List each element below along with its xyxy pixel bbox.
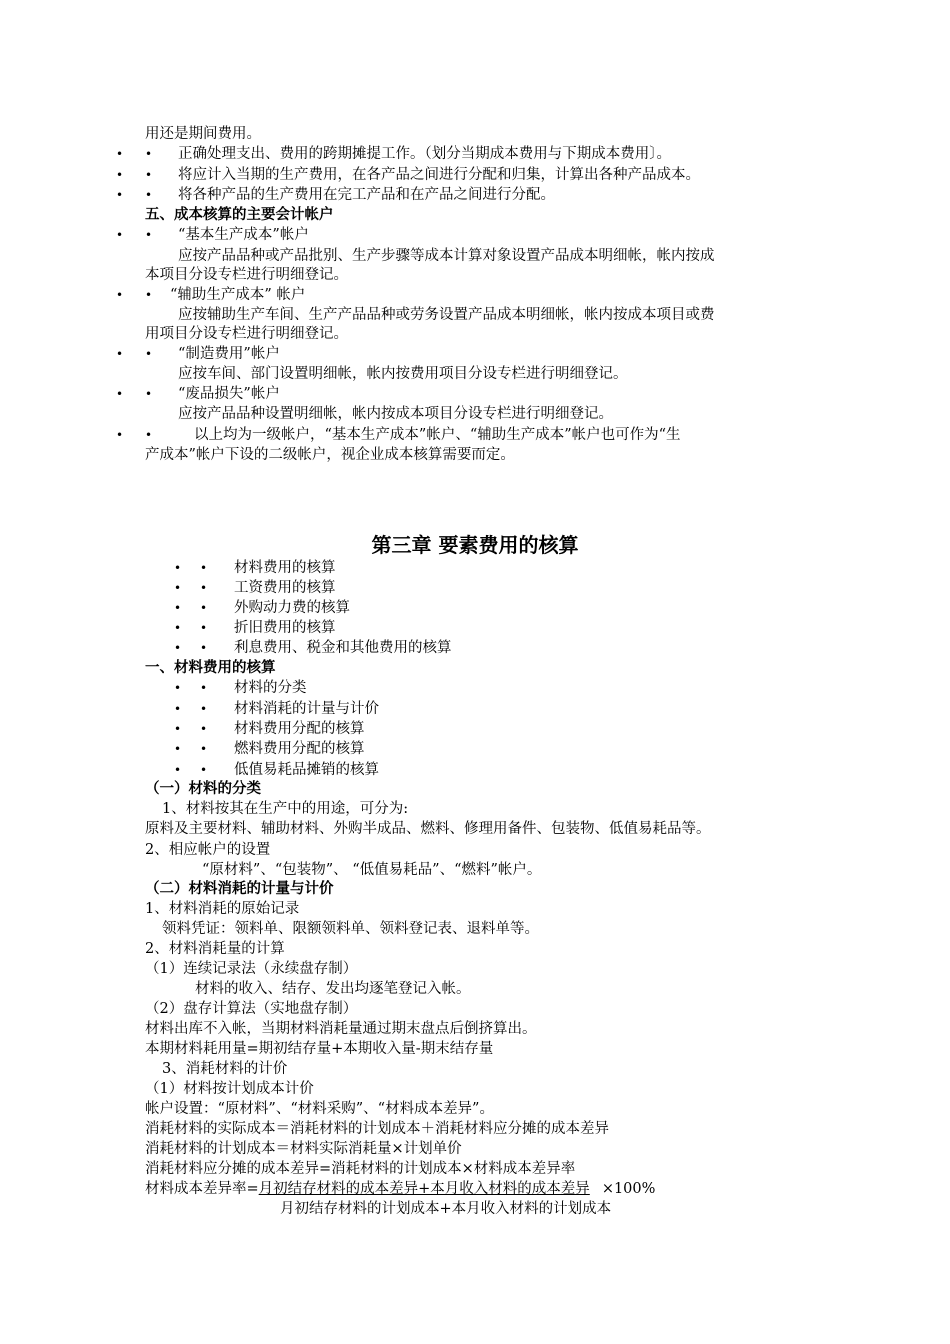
text-line: （1）材料按计划成本计价 [145, 1081, 314, 1097]
formula-multiplier: ×100% [601, 1181, 656, 1197]
text-line: 材料的收入、结存、发出均逐笔登记入帐。 [195, 981, 471, 997]
text-line: 本项目分设专栏进行明细登记。 [145, 267, 348, 283]
bullet-icon: • [200, 681, 208, 695]
chapter-title: 第三章 要素费用的核算 [371, 533, 579, 557]
text-line: 应按产品品种或产品批别、生产步骤等成本计算对象设置产品成本明细帐，帐内按成 [178, 248, 715, 264]
bullet-icon: • [200, 702, 208, 716]
bullet-icon: • [116, 387, 124, 401]
formula-line [145, 1179, 655, 1199]
bullet-icon: • [116, 168, 124, 182]
list-item: “辅助生产成本” 帐户 [170, 287, 306, 303]
text-line: 消耗材料的实际成本＝消耗材料的计划成本＋消耗材料应分摊的成本差异 [145, 1121, 609, 1137]
bullet-icon: • [116, 228, 124, 242]
bullet-icon: • [174, 702, 182, 716]
list-item: “废品损失”帐户 [178, 386, 280, 402]
bullet-icon: • [174, 561, 182, 575]
text-line: 消耗材料的计划成本＝材料实际消耗量×计划单价 [145, 1141, 462, 1157]
bullet-icon: • [200, 763, 208, 777]
bullet-icon: • [200, 601, 208, 615]
text-line: 3、消耗材料的计价 [162, 1061, 288, 1077]
formula-denominator: 月初结存材料的计划成本+本月收入材料的计划成本 [280, 1201, 612, 1217]
text-line: 应按辅助生产车间、生产产品品种或劳务设置产品成本明细帐，帐内按成本项目或费 [178, 307, 715, 323]
list-item: 正确处理支出、费用的跨期摊提工作。（划分当期成本费用与下期成本费用〕。 [178, 146, 671, 162]
bullet-icon: • [145, 347, 153, 361]
list-item: 将应计入当期的生产费用，在各产品之间进行分配和归集，计算出各种产品成本。 [178, 167, 700, 183]
section-heading: （二）材料消耗的计量与计价 [145, 880, 334, 897]
list-item: 将各种产品的生产费用在完工产品和在产品之间进行分配。 [178, 187, 555, 203]
text-line: 2、相应帐户的设置 [145, 842, 271, 858]
text-line: 用还是期间费用。 [145, 126, 261, 142]
list-item: 折旧费用的核算 [234, 620, 336, 636]
bullet-icon: • [174, 763, 182, 777]
bullet-icon: • [200, 742, 208, 756]
text-line: 1、材料按其在生产中的用途，可分为: [162, 801, 409, 817]
text-line: 原料及主要材料、辅助材料、外购半成品、燃料、修理用备件、包装物、低值易耗品等。 [145, 821, 711, 837]
bullet-icon: • [145, 387, 153, 401]
list-item: 工资费用的核算 [234, 580, 336, 596]
text-line: 应按车间、部门设置明细帐，帐内按费用项目分设专栏进行明细登记。 [178, 366, 628, 382]
text-line: 消耗材料应分摊的成本差异=消耗材料的计划成本×材料成本差异率 [145, 1161, 576, 1177]
bullet-icon: • [174, 601, 182, 615]
formula-label: 材料成本差异率= [145, 1181, 259, 1197]
list-item: 低值易耗品摊销的核算 [234, 762, 379, 778]
bullet-icon: • [145, 288, 153, 302]
text-line: 2、材料消耗量的计算 [145, 941, 285, 957]
bullet-icon: • [200, 621, 208, 635]
section-heading: 五、成本核算的主要会计帐户 [145, 206, 334, 223]
bullet-icon: • [200, 581, 208, 595]
bullet-icon: • [145, 168, 153, 182]
section-heading: 一、材料费用的核算 [145, 659, 276, 676]
text-line: 1、材料消耗的原始记录 [145, 901, 300, 917]
text-line: 帐户设置：“原材料”、“材料采购”、“材料成本差异”。 [145, 1101, 494, 1117]
bullet-icon: • [174, 722, 182, 736]
text-line: 用项目分设专栏进行明细登记。 [145, 326, 348, 342]
list-item: 利息费用、税金和其他费用的核算 [234, 640, 452, 656]
list-item: 燃料费用分配的核算 [234, 741, 365, 757]
text-line: “原材料”、“包装物”、 “低值易耗品”、“燃料”帐户。 [202, 862, 542, 878]
bullet-icon: • [116, 188, 124, 202]
formula-numerator: 月初结存材料的成本差异+本月收入材料的成本差异 [258, 1181, 590, 1197]
text-line: （2）盘存计算法（实地盘存制） [145, 1001, 358, 1017]
bullet-icon: • [200, 722, 208, 736]
bullet-icon: • [174, 641, 182, 655]
bullet-icon: • [145, 428, 153, 442]
bullet-icon: • [116, 288, 124, 302]
bullet-icon: • [116, 347, 124, 361]
bullet-icon: • [174, 681, 182, 695]
text-line: 应按产品品种设置明细帐，帐内按成本项目分设专栏进行明细登记。 [178, 406, 613, 422]
text-line: 产成本”帐户下设的二级帐户，视企业成本核算需要而定。 [145, 447, 515, 463]
bullet-icon: • [174, 742, 182, 756]
section-heading: （一）材料的分类 [145, 780, 261, 797]
list-item: 材料的分类 [234, 680, 307, 696]
list-item: “基本生产成本”帐户 [178, 227, 309, 243]
bullet-icon: • [174, 621, 182, 635]
bullet-icon: • [116, 428, 124, 442]
text-line: 领料凭证：领料单、限额领料单、领料登记表、退料单等。 [162, 921, 539, 937]
text-line: 本期材料耗用量=期初结存量+本期收入量-期末结存量 [145, 1041, 494, 1057]
bullet-icon: • [145, 147, 153, 161]
list-item: 材料费用分配的核算 [234, 721, 365, 737]
bullet-icon: • [145, 228, 153, 242]
bullet-icon: • [200, 561, 208, 575]
list-item: 材料消耗的计量与计价 [234, 701, 379, 717]
text-line: （1）连续记录法（永续盘存制） [145, 961, 358, 977]
bullet-icon: • [145, 188, 153, 202]
list-item: 以上均为一级帐户，“基本生产成本”帐户、“辅助生产成本”帐户也可作为“生 [194, 427, 681, 443]
bullet-icon: • [200, 641, 208, 655]
text-line: 材料出库不入帐，当期材料消耗量通过期末盘点后倒挤算出。 [145, 1021, 537, 1037]
list-item: “制造费用”帐户 [178, 346, 280, 362]
list-item: 材料费用的核算 [234, 560, 336, 576]
bullet-icon: • [116, 147, 124, 161]
list-item: 外购动力费的核算 [234, 600, 350, 616]
bullet-icon: • [174, 581, 182, 595]
